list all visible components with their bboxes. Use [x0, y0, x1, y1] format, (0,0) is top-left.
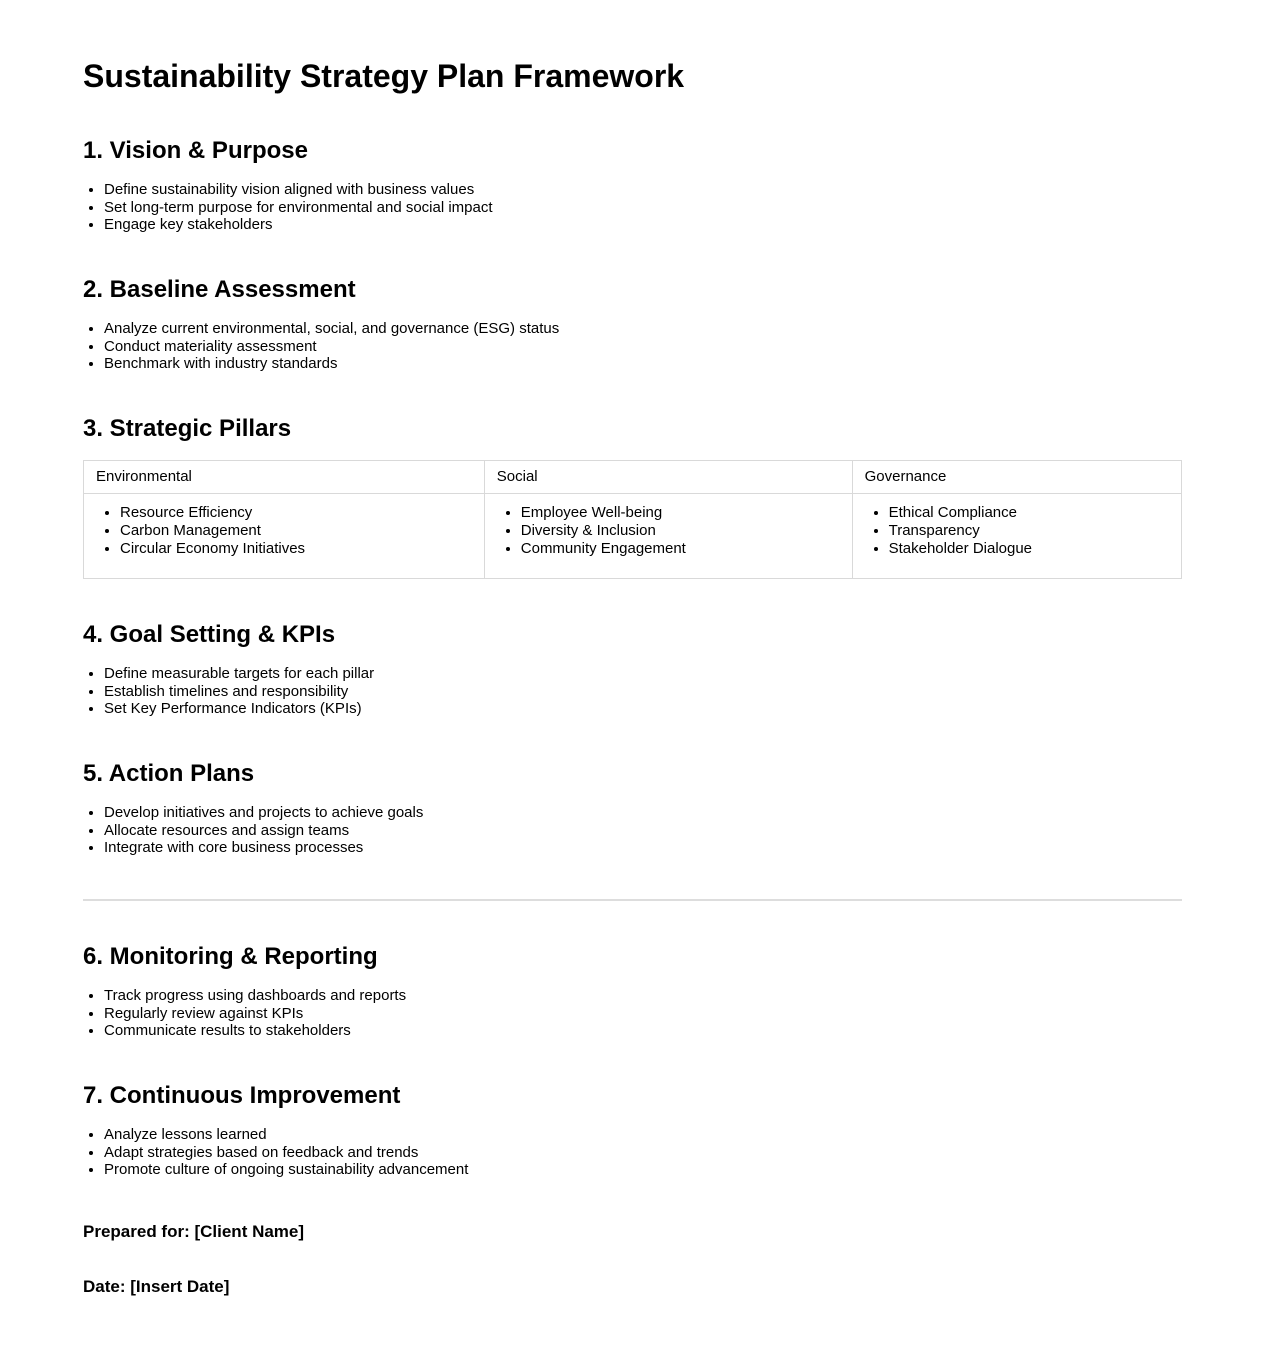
section-heading-baseline-assessment: 2. Baseline Assessment — [83, 275, 356, 303]
bullet-list — [83, 804, 1182, 857]
cell-social — [484, 493, 852, 578]
bullet-item: • Analyze lessons learned — [104, 1126, 1182, 1144]
date-line: Date: [Insert Date] — [83, 1277, 230, 1297]
section-divider — [83, 899, 1182, 901]
bullet-item: • Stakeholder Dialogue — [889, 540, 1169, 558]
bullet-item: • Transparency — [889, 522, 1169, 540]
bullet-item: • Integrate with core business processes — [104, 839, 1182, 857]
pillar-bullet-list — [96, 504, 472, 558]
section-heading-vision-purpose: 1. Vision & Purpose — [83, 136, 308, 164]
bullet-list — [83, 1126, 1182, 1179]
bullet-item: • Resource Efficiency — [120, 504, 472, 522]
section-baseline-assessment — [83, 276, 1182, 373]
section-heading-monitoring-reporting: 6. Monitoring & Reporting — [83, 942, 378, 970]
column-header-environmental: Environmental — [84, 460, 485, 493]
cell-environmental — [84, 493, 485, 578]
bullet-item: • Define measurable targets for each pillar — [104, 665, 1182, 683]
strategic-pillars-table — [83, 460, 1182, 579]
section-goal-setting-kpis — [83, 621, 1182, 718]
pillar-bullet-list — [865, 504, 1169, 558]
section-heading-continuous-improvement: 7. Continuous Improvement — [83, 1081, 401, 1109]
bullet-item: • Analyze current environmental, social, and governance (ESG) status — [104, 320, 1182, 338]
cell-governance — [852, 493, 1181, 578]
table-header-row — [84, 460, 1182, 493]
bullet-item: • Set Key Performance Indicators (KPIs) — [104, 700, 1182, 718]
bullet-item: • Set long-term purpose for environmental and social impact — [104, 199, 1182, 217]
bullet-item: • Regularly review against KPIs — [104, 1005, 1182, 1023]
bullet-item: • Communicate results to stakeholders — [104, 1022, 1182, 1040]
bullet-item: • Diversity & Inclusion — [521, 522, 840, 540]
prepared-for-line: Prepared for: [Client Name] — [83, 1221, 305, 1241]
bullet-item: • Ethical Compliance — [889, 504, 1169, 522]
bullet-item: • Adapt strategies based on feedback and trends — [104, 1144, 1182, 1162]
pillar-bullet-list — [497, 504, 840, 558]
bullet-item: • Allocate resources and assign teams — [104, 822, 1182, 840]
page-title: Sustainability Strategy Plan Framework — [83, 58, 685, 94]
bullet-item: • Establish timelines and responsibility — [104, 683, 1182, 701]
bullet-item: • Circular Economy Initiatives — [120, 540, 472, 558]
section-heading-goal-setting-kpis: 4. Goal Setting & KPIs — [83, 620, 336, 648]
bullet-item: • Track progress using dashboards and reports — [104, 987, 1182, 1005]
bullet-list — [83, 987, 1182, 1040]
section-heading-strategic-pillars: 3. Strategic Pillars — [83, 414, 292, 442]
bullet-item: • Employee Well-being — [521, 504, 840, 522]
column-header-governance: Governance — [852, 460, 1181, 493]
section-action-plans — [83, 760, 1182, 857]
bullet-item: • Define sustainability vision aligned with business values — [104, 181, 1182, 199]
bullet-item: • Benchmark with industry standards — [104, 355, 1182, 373]
section-heading-action-plans: 5. Action Plans — [83, 759, 255, 787]
bullet-list — [83, 181, 1182, 234]
bullet-item: • Promote culture of ongoing sustainability advancement — [104, 1161, 1182, 1179]
bullet-list — [83, 320, 1182, 373]
table-body-row — [84, 493, 1182, 578]
bullet-item: • Community Engagement — [521, 540, 840, 558]
bullet-list — [83, 665, 1182, 718]
bullet-item: • Develop initiatives and projects to achieve goals — [104, 804, 1182, 822]
section-vision-purpose — [83, 137, 1182, 234]
bullet-item: • Engage key stakeholders — [104, 216, 1182, 234]
bullet-item: • Carbon Management — [120, 522, 472, 540]
section-monitoring-reporting — [83, 943, 1182, 1040]
document-footer — [83, 1222, 1182, 1298]
section-strategic-pillars — [83, 415, 1182, 579]
section-continuous-improvement — [83, 1082, 1182, 1179]
bullet-item: • Conduct materiality assessment — [104, 338, 1182, 356]
column-header-social: Social — [484, 460, 852, 493]
